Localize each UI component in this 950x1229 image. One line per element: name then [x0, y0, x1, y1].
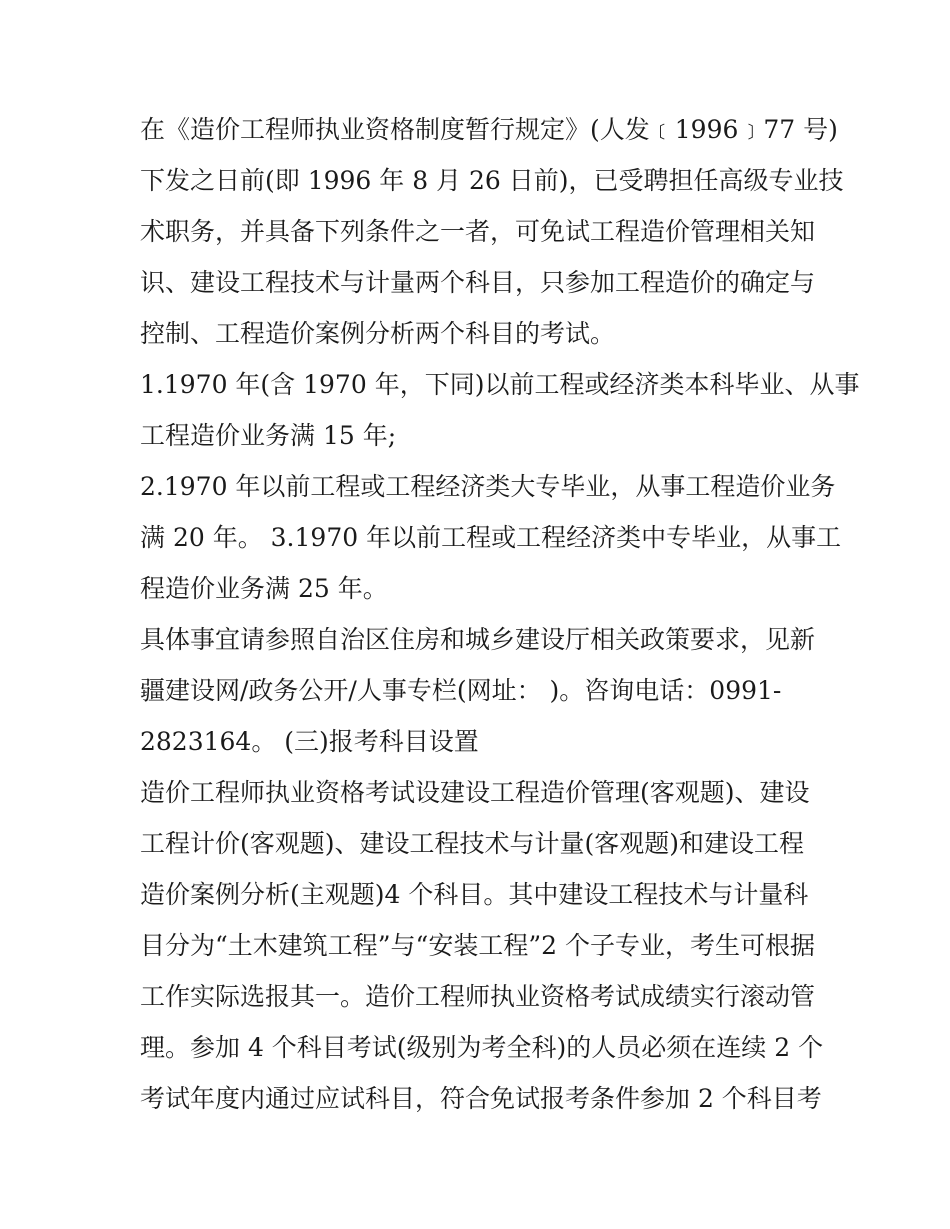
text-line: 疆建设网/政务公开/人事专栏(网址： )。咨询电话：0991-	[140, 676, 782, 705]
text-line: 工作实际选报其一。造价工程师执业资格考试成绩实行滚动管	[140, 982, 816, 1011]
text-line: 术职务，并具备下列条件之一者，可免试工程造价管理相关知	[140, 217, 816, 246]
text-line: 理。参加 4 个科目考试(级别为考全科)的人员必须在连续 2 个	[140, 1033, 824, 1062]
text-line: 满 20 年。 3.1970 年以前工程或工程经济类中专毕业，从事工	[140, 523, 842, 552]
text-line: 2.1970 年以前工程或工程经济类大专毕业，从事工程造价业务	[140, 472, 836, 501]
text-line: 造价案例分析(主观题)4 个科目。其中建设工程技术与计量科	[140, 880, 809, 909]
text-line: 控制、工程造价案例分析两个科目的考试。	[140, 319, 616, 348]
text-line: 程造价业务满 25 年。	[140, 574, 388, 603]
text-line: 在《造价工程师执业资格制度暂行规定》(人发﹝1996﹞77 号)	[140, 115, 838, 144]
text-line: 工程造价业务满 15 年;	[140, 421, 397, 450]
text-line: 目分为“土木建筑工程”与“安装工程”2 个子专业，考生可根据	[140, 931, 815, 960]
text-line: 造价工程师执业资格考试设建设工程造价管理(客观题)、建设	[140, 778, 810, 807]
text-line: 下发之日前(即 1996 年 8 月 26 日前)，已受聘担任高级专业技	[140, 166, 844, 195]
text-line: 识、建设工程技术与计量两个科目，只参加工程造价的确定与	[140, 268, 816, 297]
text-line: 2823164。 (三)报考科目设置	[140, 727, 479, 756]
text-line: 1.1970 年(含 1970 年，下同)以前工程或经济类本科毕业、从事	[140, 370, 860, 399]
text-line: 具体事宜请参照自治区住房和城乡建设厅相关政策要求，见新	[140, 625, 816, 654]
text-line: 工程计价(客观题)、建设工程技术与计量(客观题)和建设工程	[140, 829, 805, 858]
text-line: 考试年度内通过应试科目，符合免试报考条件参加 2 个科目考	[140, 1084, 822, 1113]
